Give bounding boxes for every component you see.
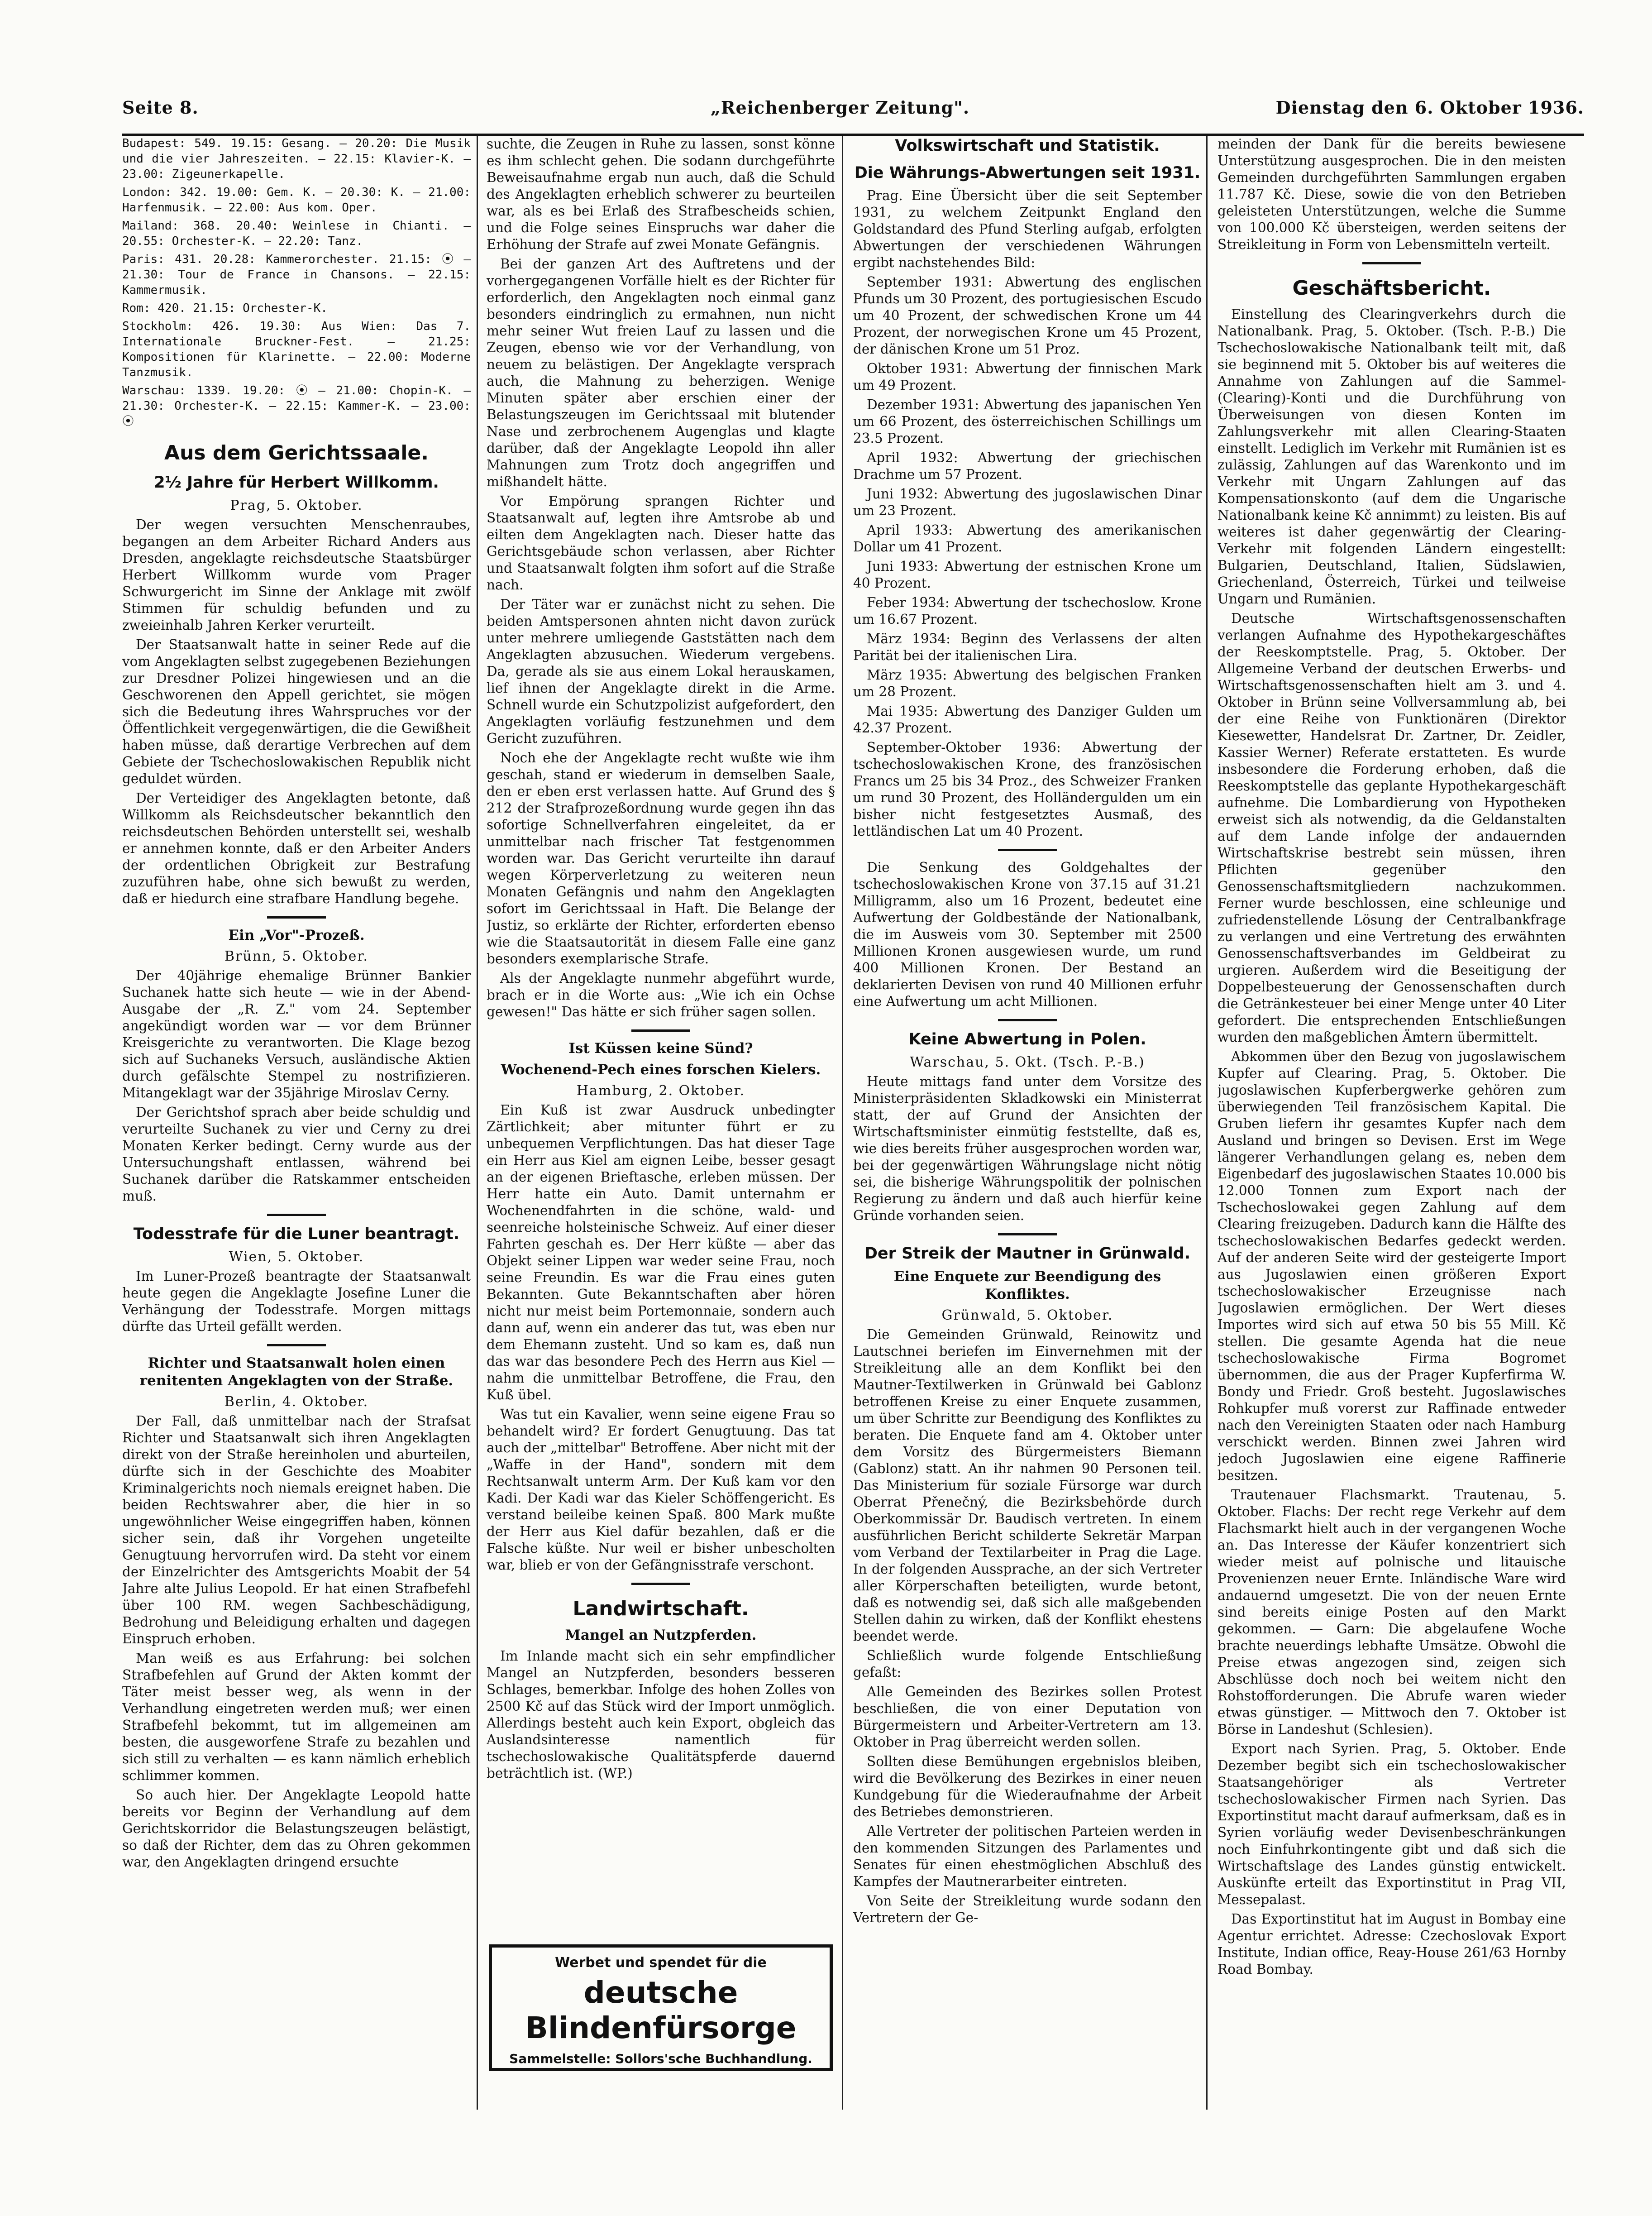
column-3 (853, 136, 1202, 2110)
paragraph: Man weiß es aus Erfahrung: bei solchen Strafbefehlen auf Grund der Akten kommt der Täter meist besser weg, als wenn in der Verhandlung eingetreten werden muß; wer einen Strafbefehl bekommt, tut im allgemeinen am besten, die ausgeworfene Strafe zu bezahlen und sich still zu verhalten — es kann nämlich erheblich schlimmer kommen. (122, 1651, 471, 1783)
column-1 (122, 136, 471, 2110)
dateline: Brünn, 5. Oktober. (224, 948, 368, 964)
article-separator (267, 1214, 326, 1216)
business-item: Deutsche Wirtschaftsgenossenschaften verlangen Aufnahme des Hypothekargeschäftes der Reeskomptstelle. Prag, 5. Oktober. Der Allgemeine Verband der deutschen Erwerbs- und Wirtschaftsgenossenschaften hielt am 3. und 4. Oktober in Brünn seine Vollversammlung ab, bei der eine Reihe von Funktionären (Direktor Kiesewetter, Handelsrat Dr. Zartner, Dr. Zeidler, Kassier Werner) Referate erstatteten. Es wurde insbesondere die Forderung erhoben, daß die Reeskomptstelle das geplante Hypothekargeschäft aufnehme. Die Lombardierung von Hypotheken erweist sich als notwendig, da die Geldanstalten auf dem Lande infolge der andauernden Wirtschaftskrise bestrebt sein müssen, ihren Pflichten gegenüber den Genossenschaftsmitgliedern nachzukommen. Ferner wurde beschlossen, eine schleunige und zufriedenstellende Lösung der Centralbankfrage zu verlangen und eine Vertretung des erwähnten Genossenschaftsverbandes im Geldbeirat zu urgieren. Außerdem wird die Beseitigung der Doppelbesteuerung der Genossenschaften durch die Getränkesteuer bei einer Menge unter 40 Liter gefordert. Die entsprechenden Entschließungen wurden den maßgeblichen Ämtern übermittelt. (1218, 611, 1566, 1045)
paragraph: So auch hier. Der Angeklagte Leopold hatte bereits vor Beginn der Verhandlung auf dem Gerichtskorridor die Belastungszeugen belästigt, so daß der Richter, dem das zu Ohren gekommen war, den Angeklagten dringend ersuchte (122, 1787, 471, 1870)
list-item: September 1931: Abwertung des englischen Pfunds um 30 Prozent, des portugiesischen Escudo um 40 Prozent, der schwedischen Krone um 44 Prozent, der norwegischen Krone um 45 Prozent, der dänischen Krone um 51 Proz. (853, 274, 1202, 357)
article-separator (998, 1233, 1057, 1235)
list-item: Feber 1934: Abwertung der tschechoslow. Krone um 16.67 Prozent. (853, 595, 1202, 627)
article-separator (998, 849, 1057, 851)
paragraph: Der Staatsanwalt hatte in seiner Rede auf die vom Angeklagten selbst zugegebenen Beziehungen zur Dresdner Polizei hingewiesen und an die Geschworenen den Appell gerichtet, sie mögen sich die Bedeutung ihres Wahrspruches vor der Öffentlichkeit vergegenwärtigen, die die Gewißheit haben müsse, daß derartige Verbrechen auf dem Gebiete der Tschechoslowakischen Republik nicht geduldet würden. (122, 637, 471, 786)
list-item: März 1934: Beginn des Verlassens der alten Parität bei der italienischen Lira. (853, 631, 1202, 663)
list-item: Oktober 1931: Abwertung der finnischen Mark um 49 Prozent. (853, 361, 1202, 393)
article-headline: Ein „Vor"-Prozeß. (228, 927, 365, 943)
article-subheadline: Eine Enquete zur Beendigung des Konfliktes. (893, 1268, 1161, 1302)
column-4 (1218, 136, 1566, 2110)
section-heading: Geschäftsbericht. (1292, 277, 1491, 300)
paragraph: Der Gerichtshof sprach aber beide schuldig und verurteilte Suchanek zu vier und Cerny zu drei Monaten Kerker bedingt. Cerny wurde aus der Untersuchungshaft entlassen, während bei Suchanek darüber die Ratskammer entscheiden muß. (122, 1105, 471, 1204)
paragraph: Von Seite der Streikleitung wurde sodann den Vertretern der Ge- (853, 1893, 1202, 1925)
paragraph: Als der Angeklagte nunmehr abgeführt wurde, brach er in die Worte aus: „Wie ich ein Ochse gewesen!" Das hätte er sich früher sagen sollen. (487, 971, 835, 1019)
article-headline: Richter und Staatsanwalt holen einen renitenten Angeklagten von der Straße. (139, 1355, 454, 1389)
paragraph: Heute mittags fand unter dem Vorsitze des Ministerpräsidenten Skladkowski ein Ministerrat statt, der auf Grund der Ansichten der Wirtschaftsminister einmütig feststellte, daß es, wie dies bereits früher ausgesprochen worden war, bei der gegenwärtigen Währungslage nicht nötig sei, die bisherige Währungspolitik der polnischen Regierung zu ändern und daß auch hierfür keine Gründe vorhanden seien. (853, 1074, 1202, 1223)
business-item: Export nach Syrien. Prag, 5. Oktober. Ende Dezember begibt sich ein tschechoslowakischer Staatsangehöriger als Vertreter tschechoslowakischer Firmen nach Syrien. Das Exportinstitut macht darauf aufmerksam, daß es in Syrien vorläufig weder Devisenbeschränkungen noch Einfuhrkontingente gibt und daß sich die Wirtschaftslage des Landes günstig entwickelt. Auskünfte erteilt das Exportinstitut in Prag VII, Messepalast. (1218, 1741, 1566, 1907)
radio-entry: Rom: 420. 21.15: Orchester-K. (122, 302, 328, 315)
list-item: Juni 1932: Abwertung des jugoslawischen Dinar um 23 Prozent. (853, 486, 1202, 518)
section-heading: Aus dem Gerichtssaale. (164, 441, 429, 464)
paragraph: Die Gemeinden Grünwald, Reinowitz und Lautschnei beriefen im Einvernehmen mit der Streikleitung alle an dem Konflikt bei den Mautner-Textilwerken in Grünwald bei Gablonz betroffenen Kreise zu einer Enquete zusammen, um über Schritte zur Beendigung des Konfliktes zu beraten. Die Enquete fand am 4. Oktober unter dem Vorsitz des Bürgermeisters Biemann (Gablonz) statt. An ihr nahmen 90 Personen teil. Das Ministerium für soziale Fürsorge war durch Oberrat Přenečný, die Bezirksbehörde durch Oberkommissär Dr. Baudisch vertreten. In einem ausführlichen Bericht schilderte Sekretär Marpan vom Verband der Textilarbeiter in Prag die Lage. In der folgenden Aussprache, an der sich Vertreter aller Körperschaften beteiligten, wurde betont, daß es notwendig sei, daß sich alle maßgebenden Stellen dahin zu wirken, daß der Konflikt ehestens beendet werde. (853, 1327, 1202, 1644)
section-heading: Landwirtschaft. (573, 1597, 749, 1620)
newspaper-name: „Reichenberger Zeitung". (711, 97, 970, 118)
article-separator (267, 916, 326, 919)
radio-entry: London: 342. 19.00: Gem. K. — 20.30: K. — 21.00: Harfenmusik. — 22.00: Aus kom. Oper. (122, 186, 471, 215)
article-headline: Ist Küssen keine Sünd? (568, 1040, 753, 1057)
paragraph: Sollten diese Bemühungen ergebnislos bleiben, wird die Bevölkerung des Bezirkes in einer neuen Kundgebung für die Wiederaufnahme der Arbeit des Betriebes demonstrieren. (853, 1754, 1202, 1819)
advertisement-box (489, 1944, 833, 2071)
dateline: Wien, 5. Oktober. (229, 1249, 364, 1265)
paragraph: Was tut ein Kavalier, wenn seine eigene Frau so behandelt wird? Er fordert Genugtuung. Das tat auch der „mittelbar" Betroffene. Aber nicht mit der „Waffe in der Hand", sondern mit dem Rechtsanwalt unterm Arm. Der Kuß kam vor den Kadi. Der Kadi war das Kieler Schöffengericht. Es verstand beileibe keinen Spaß. 800 Mark mußte der Herr aus Kiel dafür bezahlen, daß er die Falsche küßte. Nur weil er bisher unbescholten war, blieb er von der Gefängnisstrafe verschont. (487, 1407, 835, 1573)
paragraph: Prag. Eine Übersicht über die seit September 1931, zu welchem Zeitpunkt England den Goldstandard des Pfund Sterling aufgab, erfolgten Abwertungen der verschiedenen Währungen ergibt nachstehendes Bild: (853, 188, 1202, 270)
article-headline: 2½ Jahre für Herbert Willkomm. (154, 474, 439, 492)
list-item: Dezember 1931: Abwertung des japanischen Yen um 66 Prozent, des österreichischen Schillings um 23.5 Prozent. (853, 397, 1202, 446)
ad-address: Sollors'sche Buchhandlung. (615, 2051, 812, 2066)
section-heading: Volkswirtschaft und Statistik. (895, 137, 1160, 155)
paragraph: suchte, die Zeugen in Ruhe zu lassen, sonst könne es ihm schlecht gehen. Die sodann durchgeführte Beweisaufnahme ergab nun auch, daß die Schuld des Angeklagten erheblich schwerer zu beurteilen war, als es bei Erlaß des Strafbescheids schien, und die Folge seines Einspruchs war daher die Erhöhung der Strafe auf zwei Monate Gefängnis. (487, 136, 835, 252)
article-separator (267, 1344, 326, 1346)
article-separator (1362, 262, 1421, 264)
paragraph: Ein Kuß ist zwar Ausdruck unbedingter Zärtlichkeit; aber mitunter führt er zu unbequemen Verpflichtungen. Das hat dieser Tage ein Herr aus Kiel am eignen Leibe, besser gesagt an der eigenen Brieftasche, erleben müssen. Der Herr hatte ein Auto. Damit unternahm er Wochenendfahrten in die schöne, wald- und seenreiche holsteinische Schweiz. Auf einer dieser Fahrten geschah es. Der Herr küßte — aber das Objekt seiner Lippen war weder seine Frau, noch seine Freundin. Es war die Frau eines guten Bekannten. Gute Bekanntschaften aber hören nicht nur meist beim Portemonnaie, sondern auch dann auf, wenn ein anderer das tut, was eben nur dem Ehemann zusteht. Und so kam es, daß nun das war das besondere Pech des Herrn aus Kiel — nahm die unmittelbar Betroffene, die Frau, den Kuß übel. (487, 1102, 835, 1402)
radio-entry: Paris: 431. 20.28: Kammerorchester. 21.15: ⦿ — 21.30: Tour de France in Chansons. — 22.15: Kammermusik. (122, 253, 471, 297)
paragraph: Alle Vertreter der politischen Parteien werden in den kommenden Sitzungen des Parlamentes und Senates für einen ehestmöglichen Abschluß des Kampfes der Mautnerarbeiter eintreten. (853, 1824, 1202, 1889)
ad-line: Werbet und spendet für die (555, 1955, 767, 1971)
paragraph: Der Täter war er zunächst nicht zu sehen. Die beiden Amtspersonen ahnten nicht davon zurück unter mehrere umliegende Gaststätten nach dem Angeklagten abzusuchen. Wiederum vergebens. Da, gerade als sie aus einem Lokal herauskamen, lief ihnen der Angeklagte direkt in die Arme. Schnell wurde ein Schutzpolizist aufgefordert, den Angeklagten vorläufig festzunehmen und dem Gericht zuzuführen. (487, 597, 835, 746)
paragraph: Der 40jährige ehemalige Brünner Bankier Suchanek hatte sich heute — wie in der Abend-Ausgabe der „R. Z." vom 24. September angekündigt worden war — vor dem Brünner Kreisgerichte zu verantworten. Die Klage bezog sich auf Suchaneks Versuch, ausländische Aktien durch gefälschte Stempel zu nostrifizieren. Mitangeklagt war der 35jährige Miroslav Cerny. (122, 968, 471, 1101)
business-item: Abkommen über den Bezug von jugoslawischem Kupfer auf Clearing. Prag, 5. Oktober. Die jugoslawischen Kupferbergwerke gehören zum überwiegenden Teil französischem Kapital. Die Gruben liefern ihr gesamtes Kupfer nach dem Ausland und bringen so Devisen. Erst im Wege längerer Verhandlungen gelang es, neben dem Eigenbedarf des jugoslawischen Staates 10.000 bis 12.000 Tonnen zum Export nach der Tschechoslowakei gegen Zahlung auf dem Clearing freizugeben. Dadurch kann die Hälfte des tschechoslowakischen Bedarfes gedeckt werden. Auf der anderen Seite wird der gesteigerte Import aus Jugoslawien einen größeren Export tschechoslowakischer Erzeugnisse nach Jugoslawien ermöglichen. Der Wert dieses Importes wird sich auf etwa 50 bis 55 Mill. Kč stellen. Die gesamte Agenda hat die neue tschechoslowakische Firma Bogromet übernommen, die aus der Prager Kupferfirma W. Bondy und Friedr. Groß besteht. Jugoslawisches Rohkupfer muß vorerst zur Raffinade entweder nach den Vereinigten Staaten oder nach Hamburg verschickt werden. Binnen zwei Jahren wird jedoch Jugoslawien eine eigene Raffinerie besitzen. (1218, 1049, 1566, 1483)
article-headline: Der Streik der Mautner in Grünwald. (864, 1244, 1191, 1263)
column-rule (1206, 136, 1208, 2110)
dateline: Hamburg, 2. Oktober. (576, 1083, 745, 1099)
list-item: Juni 1933: Abwertung der estnischen Krone um 40 Prozent. (853, 559, 1202, 591)
dateline: Prag, 5. Oktober. (230, 498, 363, 513)
radio-entry: Warschau: 1339. 19.20: ⦿ — 21.00: Chopin-K. — 21.30: Orchester-K. — 22.15: Kammer-K. — 23.00: ⦿ (122, 384, 471, 428)
paragraph: Der Verteidiger des Angeklagten betonte, daß Willkomm als Reichsdeutscher bekanntlich den reichsdeutschen Behörden unterstellt sei, weshalb er annehmen konnte, daß er den Arbeiter Anders der ordentlichen Obrigkeit zur Bestrafung zuzuführen habe, ohne sich bewußt zu werden, daß er hiedurch eine strafbare Handlung begehe. (122, 790, 471, 906)
dateline: Warschau, 5. Okt. (Tsch. P.-B.) (910, 1054, 1145, 1070)
paragraph: Alle Gemeinden des Bezirkes sollen Protest beschließen, die von einer Deputation von Bürgermeistern und Arbeiter-Vertretern am 13. Oktober in Prag überreicht werden sollen. (853, 1684, 1202, 1750)
radio-entry: Budapest: 549. 19.15: Gesang. — 20.20: Die Musik und die vier Jahreszeiten. — 22.15: Klavier-K. — 23.00: Zigeunerkapelle. (122, 137, 471, 181)
article-headline: Keine Abwertung in Polen. (908, 1030, 1146, 1048)
business-item: Das Exportinstitut hat im August in Bombay eine Agentur errichtet. Adresse: Czechoslovak Export Institute, Indian office, Reay-House 261/63 Hornby Road Bombay. (1218, 1911, 1566, 1977)
paragraph: Schließlich wurde folgende Entschließung gefaßt: (853, 1648, 1202, 1680)
radio-program (122, 136, 471, 429)
column-rule (477, 136, 478, 2110)
article-headline: Todesstrafe für die Luner beantragt. (133, 1225, 460, 1243)
article-headline: Die Währungs-Abwertungen seit 1931. (854, 164, 1201, 182)
ad-label: Sammelstelle: (509, 2051, 611, 2066)
radio-entry: Mailand: 368. 20.40: Weinlese in Chianti. — 20.55: Orchester-K. — 22.20: Tanz. (122, 219, 471, 248)
article-headline: Mangel an Nutzpferden. (565, 1627, 757, 1643)
radio-entry: Stockholm: 426. 19.30: Aus Wien: Das 7. Internationale Bruckner-Fest. — 21.25: Kompositionen für Klarinette. — 22.00: Moderne Tanzmusik. (122, 320, 471, 379)
list-item: März 1935: Abwertung des belgischen Franken um 28 Prozent. (853, 667, 1202, 699)
article-separator (631, 1583, 690, 1585)
list-item: April 1932: Abwertung der griechischen Drachme um 57 Prozent. (853, 450, 1202, 482)
dateline: Berlin, 4. Oktober. (224, 1394, 369, 1410)
article-separator (631, 1029, 690, 1032)
issue-date: Dienstag den 6. Oktober 1936. (1275, 97, 1584, 118)
column-2 (487, 136, 835, 2110)
article-separator (998, 1019, 1057, 1021)
paragraph: Der wegen versuchten Menschenraubes, begangen an dem Arbeiter Richard Anders aus Dresden, angeklagte reichsdeutsche Staatsbürger Herbert Willkomm wurde vom Prager Schwurgericht im Sinne der Anklage mit zwölf Stimmen für schuldig befunden und zu zweieinhalb Jahren Kerker verurteilt. (122, 517, 471, 633)
paragraph: Im Inlande macht sich ein sehr empfindlicher Mangel an Nutzpferden, besonders besseren Schlages, bemerkbar. Infolge des hohen Zolles von 2500 Kč auf das Stück wird der Import unmöglich. Allerdings besteht auch kein Export, obgleich das Auslandsinteresse namentlich für tschechoslowakische Qualitätspferde dauernd beträchtlich ist. (WP.) (487, 1648, 835, 1781)
paragraph: Vor Empörung sprangen Richter und Staatsanwalt auf, legten ihre Amtsrobe ab und eilten dem Angeklagten nach. Dieser hatte das Gerichtsgebäude schon verlassen, aber Richter und Staatsanwalt folgten ihm sofort auf die Straße nach. (487, 493, 835, 593)
ad-footer (492, 2051, 830, 2066)
paragraph: Noch ehe der Angeklagte recht wußte wie ihm geschah, stand er wiederum in demselben Saale, den er eben erst verlassen hatte. Auf Grund des § 212 der Strafprozeßordnung wurde gegen ihn das sofortige Schnellverfahren eingeleitet, da er unmittelbar nach frischer Tat festgenommen worden war. Das Gericht verurteilte ihn darauf wegen Körperverletzung zu weiteren neun Monaten Gefängnis und nahm den Angeklagten sofort im Gerichtssaal in Haft. Die Belange der Justiz, so erklärte der Richter, erforderten ebenso wie die Staatsautorität in diesem Falle eine ganz besonders exemplarische Strafe. (487, 750, 835, 967)
business-item: Einstellung des Clearingverkehrs durch die Nationalbank. Prag, 5. Oktober. (Tsch. P.-B.) Die Tschechoslowakische Nationalbank teilt mit, daß sie beginnend mit 5. Oktober bis auf weiteres die Annahme von Zahlungen auf die Sammel-(Clearing)-Konti und die Durchführung von Überweisungen von diesen Konten im Zahlungsverkehr mit allen Clearing-Staaten einstellt. Lediglich im Verkehr mit Rumänien ist es zulässig, Zahlungen auf das Warenkonto und im Verkehr mit Ungarn Zahlungen auf das Kompensationskonto (auf dem die Ungarische Nationalbank keine Kč annimmt) zu leisten. Bis auf weiteres ist daher gegenwärtig der Clearing-Verkehr mit folgenden Ländern eingestellt: Bulgarien, Deutschland, Italien, Südslawien, Griechenland, Österreich, Türkei und teilweise Ungarn und Rumänien. (1218, 306, 1566, 607)
dateline: Grünwald, 5. Oktober. (941, 1307, 1113, 1323)
paragraph: Die Senkung des Goldgehaltes der tschechoslowakischen Krone von 37.15 auf 31.21 Milligramm, also um 16 Prozent, bedeutet eine Aufwertung der Goldbestände der Nationalbank, die im Ausweis vom 30. September mit 2500 Millionen Kronen ausgewiesen wurde, um rund 400 Millionen Kronen. Der Bestand an deklarierten Devisen von rund 40 Millionen erfuhr eine Aufwertung um acht Millionen. (853, 860, 1202, 1009)
list-item: April 1933: Abwertung des amerikanischen Dollar um 41 Prozent. (853, 522, 1202, 555)
article-subheadline: Wochenend-Pech eines forschen Kielers. (501, 1062, 821, 1078)
business-item: Trautenauer Flachsmarkt. Trautenau, 5. Oktober. Flachs: Der recht rege Verkehr auf dem Flachsmarkt hielt auch in der vergangenen Woche an. Das Interesse der Käufer konzentriert sich wieder meist auf polnische und litauische Provenienzen neuer Ernte. Inländische Ware wird andauernd umgesetzt. Die von der neuen Ernte sind bereits einige Posten auf den Markt gekommen. — Garn: Die abgelaufene Woche brachte neuerdings lebhafte Umsätze. Obwohl die Preise etwas angezogen sind, zeigen sich Abschlüsse doch noch bei weitem nicht den Rohstofforderungen. Die Abrufe waren wieder etwas günstiger. — Mittwoch den 7. Oktober ist Börse in Landeshut (Schlesien). (1218, 1487, 1566, 1737)
list-item: Mai 1935: Abwertung des Danziger Gulden um 42.37 Prozent. (853, 704, 1202, 736)
column-rule (842, 136, 843, 2110)
page-header (122, 97, 1584, 136)
ad-headline: deutsche Blindenfürsorge (525, 1975, 797, 2045)
page-number: Seite 8. (122, 97, 199, 118)
paragraph: Bei der ganzen Art des Auftretens und der vorhergegangenen Vorfälle hielt es der Richter für erforderlich, den Angeklagten noch einmal ganz besonders eindringlich zu ermahnen, nun nicht mehr seiner Wut freien Lauf zu lassen und die Zeugen, ebenso wie vor der Verhandlung, von neuem zu belästigen. Der Angeklagte versprach auch, die Mahnung zu beherzigen. Wenige Minuten später aber erschien einer der Belastungszeugen im Gerichtssaal mit blutender Nase und zerbrochenem Augenglas und klagte darüber, daß der Angeklagte Leopold ihn aller Mahnungen zum Trotz doch angegriffen und mißhandelt hätte. (487, 256, 835, 489)
paragraph: meinden der Dank für die bereits bewiesene Unterstützung ausgesprochen. Die in den meisten Gemeinden durchgeführten Sammlungen ergaben 11.787 Kč. Diese, sowie die von den Betrieben geleisteten Unterstützungen, welche die Summe von 100.000 Kč übersteigen, werden seitens der Streikleitung in Form von Lebensmitteln verteilt. (1218, 136, 1566, 252)
list-item: September-Oktober 1936: Abwertung der tschechoslowakischen Krone, des französischen Francs um 25 bis 34 Proz., des Schweizer Franken um rund 30 Prozent, des Holländergulden um ein bisher nicht festgesetztes Ausmaß, des lettländischen Lat um 40 Prozent. (853, 740, 1202, 839)
paragraph: Im Luner-Prozeß beantragte der Staatsanwalt heute gegen die Angeklagte Josefine Luner die Verhängung der Todesstrafe. Morgen mittags dürfte das Urteil gefällt werden. (122, 1268, 471, 1334)
paragraph: Der Fall, daß unmittelbar nach der Strafsat Richter und Staatsanwalt sich ihren Angeklagten direkt von der Straße hereinholen und aburteilen, dürfte sich in der Geschichte des Moabiter Kriminalgerichts noch niemals ereignet haben. Die beiden Rechtswahrer aber, die hier in so ungewöhnlicher Weise eingegriffen haben, können sicher sein, daß ihr Vorgehen ungeteilte Genugtuung hervorrufen wird. Da steht vor einem der Einzelrichter des Amtsgerichts Moabit der 54 Jahre alte Julius Leopold. Er hat einen Strafbefehl über 100 RM. wegen Sachbeschädigung, Bedrohung und Beleidigung erhalten und dagegen Einspruch erhoben. (122, 1413, 471, 1646)
